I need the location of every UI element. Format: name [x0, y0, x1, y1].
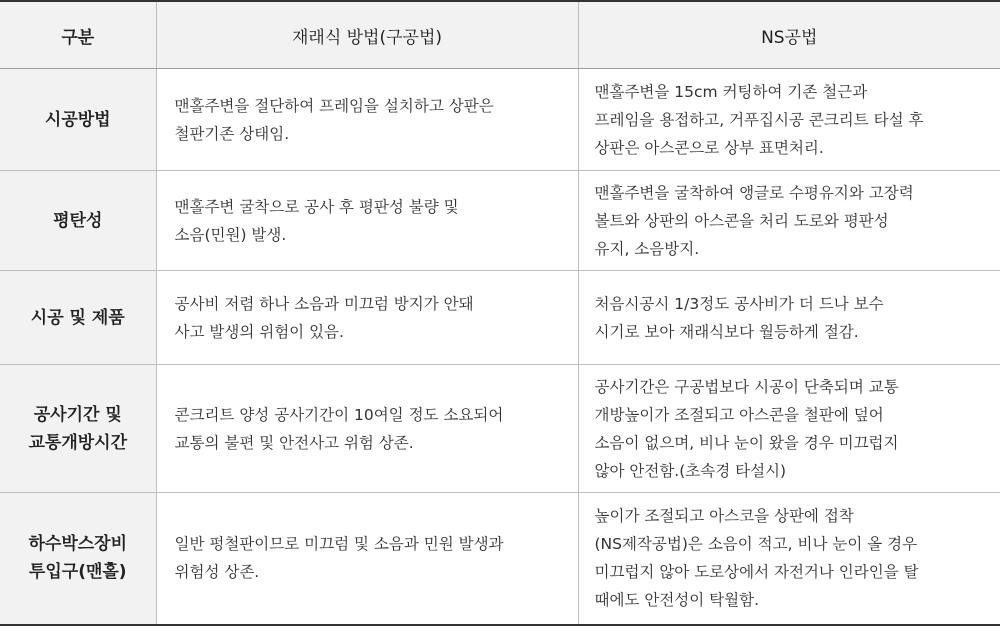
header-old-method: 재래식 방법(구공법) — [156, 1, 578, 69]
row-category: 평탄성 — [0, 171, 156, 271]
row-category: 시공 및 제품 — [0, 271, 156, 365]
header-category: 구분 — [0, 1, 156, 69]
ns-method-cell: 높이가 조절되고 아스코을 상판에 접착 (NS제작공법)은 소음이 적고, 비나 눈이 올 경우 미끄럽지 않아 도로상에서 자전거나 인라인을 탈 때에도 안전성이 탁월함. — [578, 493, 1000, 625]
ns-method-cell: 공사기간은 구공법보다 시공이 단축되며 교통 개방높이가 조절되고 아스콘을 철판에 덮어 소음이 없으며, 비나 눈이 왔을 경우 미끄럽지 않아 안전함.(초속경 타설시) — [578, 365, 1000, 493]
old-method-cell: 맨홀주변 굴착으로 공사 후 평판성 불량 및 소음(민원) 발생. — [156, 171, 578, 271]
table-row — [0, 271, 1000, 365]
row-category: 하수박스장비 투입구(맨홀) — [0, 493, 156, 625]
table-row — [0, 69, 1000, 171]
table-row — [0, 171, 1000, 271]
header-row — [0, 1, 1000, 69]
row-category: 시공방법 — [0, 69, 156, 171]
old-method-cell: 일반 펑철판이므로 미끄럼 및 소음과 민원 발생과 위험성 상존. — [156, 493, 578, 625]
ns-method-cell: 처음시공시 1/3정도 공사비가 더 드나 보수 시기로 보아 재래식보다 월등하게 절감. — [578, 271, 1000, 365]
old-method-cell: 맨홀주변을 절단하여 프레임을 설치하고 상판은 철판기존 상태임. — [156, 69, 578, 171]
header-ns-method: NS공법 — [578, 1, 1000, 69]
table-row — [0, 365, 1000, 493]
ns-method-cell: 맨홀주변을 굴착하여 앵글로 수평유지와 고장력 볼트와 상판의 아스콘을 처리 도로와 평판성 유지, 소음방지. — [578, 171, 1000, 271]
old-method-cell: 콘크리트 양성 공사기간이 10여일 정도 소요되어 교통의 불편 및 안전사고 위험 상존. — [156, 365, 578, 493]
old-method-cell: 공사비 저렴 하나 소음과 미끄럼 방지가 안돼 사고 발생의 위험이 있음. — [156, 271, 578, 365]
row-category: 공사기간 및 교통개방시간 — [0, 365, 156, 493]
table-row — [0, 493, 1000, 625]
ns-method-cell: 맨홀주변을 15cm 커팅하여 기존 철근과 프레임을 용접하고, 거푸집시공 콘크리트 타설 후 상판은 아스콘으로 상부 표면처리. — [578, 69, 1000, 171]
